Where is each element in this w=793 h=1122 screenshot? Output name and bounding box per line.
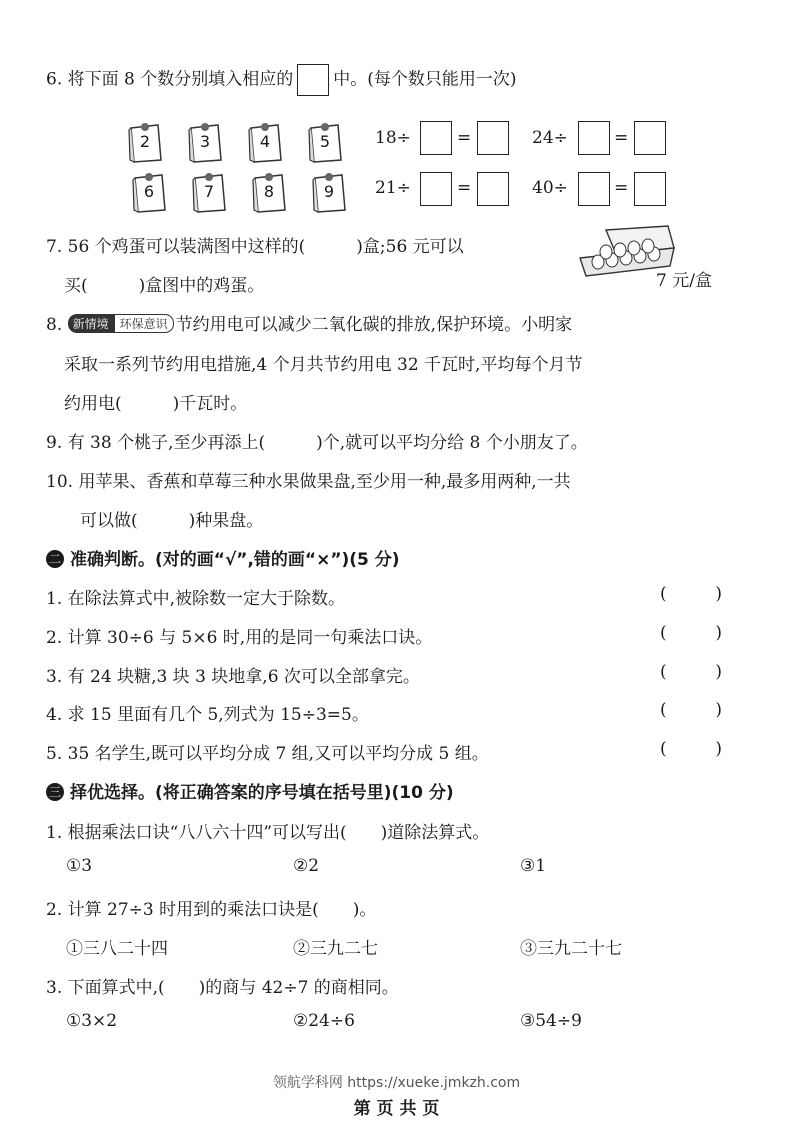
question-8-line2: 采取一系列节约用电措施,4 个月共节约用电 32 千瓦时,平均每个月节 (64, 355, 583, 375)
number-card-7 (192, 172, 226, 210)
number-card-3 (188, 122, 222, 160)
section-2-number-icon: 二 (46, 550, 64, 568)
q8-number: 8. (46, 315, 63, 335)
choice-question-1: 1. 根据乘法口诀“八八六十四”可以写出( )道除法算式。 (46, 823, 490, 843)
section-2-title: 准确判断。(对的画“√”,错的画“×”)(5 分) (70, 550, 400, 570)
judge-item-1: 1. 在除法算式中,被除数一定大于除数。 (46, 589, 346, 609)
card-number: 6 (143, 182, 155, 201)
answer-parentheses[interactable]: ( ) (660, 700, 722, 720)
answer-parentheses[interactable]: ( ) (660, 584, 722, 604)
section-3-title: 择优选择。(将正确答案的序号填在括号里)(10 分) (70, 783, 454, 803)
choice-option[interactable]: ③三九二十七 (520, 939, 622, 959)
answer-box[interactable] (477, 172, 509, 206)
section-2-header (46, 545, 400, 570)
judge-item-3: 3. 有 24 块糖,3 块 3 块地拿,6 次可以全部拿完。 (46, 667, 420, 687)
page-number: 第 页 共 页 (353, 1099, 440, 1119)
answer-box[interactable] (634, 172, 666, 206)
answer-parentheses[interactable]: ( ) (660, 662, 722, 682)
equation-18-label: 18÷ (375, 128, 411, 148)
question-9: 9. 有 38 个桃子,至少再添上( )个,就可以平均分给 8 个小朋友了。 (46, 433, 588, 453)
question-6-text (46, 64, 517, 96)
q6-prefix: 6. 将下面 8 个数分别填入相应的 (46, 69, 294, 90)
choice-option[interactable]: ②三九二七 (293, 939, 378, 959)
card-number: 7 (203, 182, 215, 201)
choice-option[interactable]: ①3 (66, 856, 93, 876)
q8-text: 节约用电可以减少二氧化碳的排放,保护环境。小明家 (175, 315, 573, 335)
question-8-line1 (46, 310, 572, 335)
equals-sign: = (457, 178, 472, 198)
answer-box[interactable] (477, 121, 509, 155)
number-card-4 (248, 122, 282, 160)
answer-box[interactable] (634, 121, 666, 155)
equation-21-label: 21÷ (375, 178, 411, 198)
card-number: 4 (259, 132, 271, 151)
source-watermark: 领航学科网 https://xueke.jmkzh.com (272, 1075, 521, 1091)
equation-24-label: 24÷ (532, 128, 568, 148)
answer-box[interactable] (420, 121, 452, 155)
card-number: 3 (199, 132, 211, 151)
choice-option[interactable]: ③1 (520, 856, 547, 876)
card-number: 5 (319, 132, 331, 151)
number-card-6 (132, 172, 166, 210)
choice-option[interactable]: ①3×2 (66, 1011, 118, 1031)
card-number: 8 (263, 182, 275, 201)
choice-option[interactable]: ②2 (293, 856, 320, 876)
number-card-8 (252, 172, 286, 210)
choice-option[interactable]: ②24÷6 (293, 1011, 355, 1031)
choice-option[interactable]: ③54÷9 (520, 1011, 582, 1031)
answer-box[interactable] (578, 172, 610, 206)
equation-40-label: 40÷ (532, 178, 568, 198)
section-3-header (46, 778, 454, 803)
new-context-tag: 新情境 (68, 314, 114, 333)
choice-option[interactable]: ①三八二十四 (66, 939, 168, 959)
answer-parentheses[interactable]: ( ) (660, 623, 722, 643)
equals-sign: = (457, 128, 472, 148)
equals-sign: = (614, 178, 629, 198)
judge-item-2: 2. 计算 30÷6 与 5×6 时,用的是同一句乘法口诀。 (46, 628, 433, 648)
number-card-9 (312, 172, 346, 210)
answer-box[interactable] (578, 121, 610, 155)
question-10-line1: 10. 用苹果、香蕉和草莓三种水果做果盘,至少用一种,最多用两种,一共 (46, 472, 571, 492)
section-3-number-icon: 三 (46, 783, 64, 801)
number-card-2 (128, 122, 162, 160)
judge-item-5: 5. 35 名学生,既可以平均分成 7 组,又可以平均分成 5 组。 (46, 744, 489, 764)
answer-box[interactable] (420, 172, 452, 206)
card-number: 9 (323, 182, 335, 201)
egg-price: 7 元/盒 (656, 271, 712, 291)
equals-sign: = (614, 128, 629, 148)
number-card-5 (308, 122, 342, 160)
q6-suffix: 中。(每个数只能用一次) (333, 69, 517, 90)
eco-awareness-tag: 环保意识 (114, 314, 174, 333)
choice-question-3: 3. 下面算式中,( )的商与 42÷7 的商相同。 (46, 978, 399, 998)
choice-question-2: 2. 计算 27÷3 时用到的乘法口诀是( )。 (46, 900, 377, 920)
question-10-line2: 可以做( )种果盘。 (80, 511, 264, 531)
question-8-line3: 约用电( )千瓦时。 (64, 394, 248, 414)
answer-box-example (297, 64, 329, 96)
judge-item-4: 4. 求 15 里面有几个 5,列式为 15÷3=5。 (46, 705, 369, 725)
answer-parentheses[interactable]: ( ) (660, 739, 722, 759)
card-number: 2 (139, 132, 151, 151)
question-7-line1: 7. 56 个鸡蛋可以装满图中这样的( )盒;56 元可以 (46, 237, 464, 257)
question-7-line2: 买( )盒图中的鸡蛋。 (64, 276, 265, 296)
